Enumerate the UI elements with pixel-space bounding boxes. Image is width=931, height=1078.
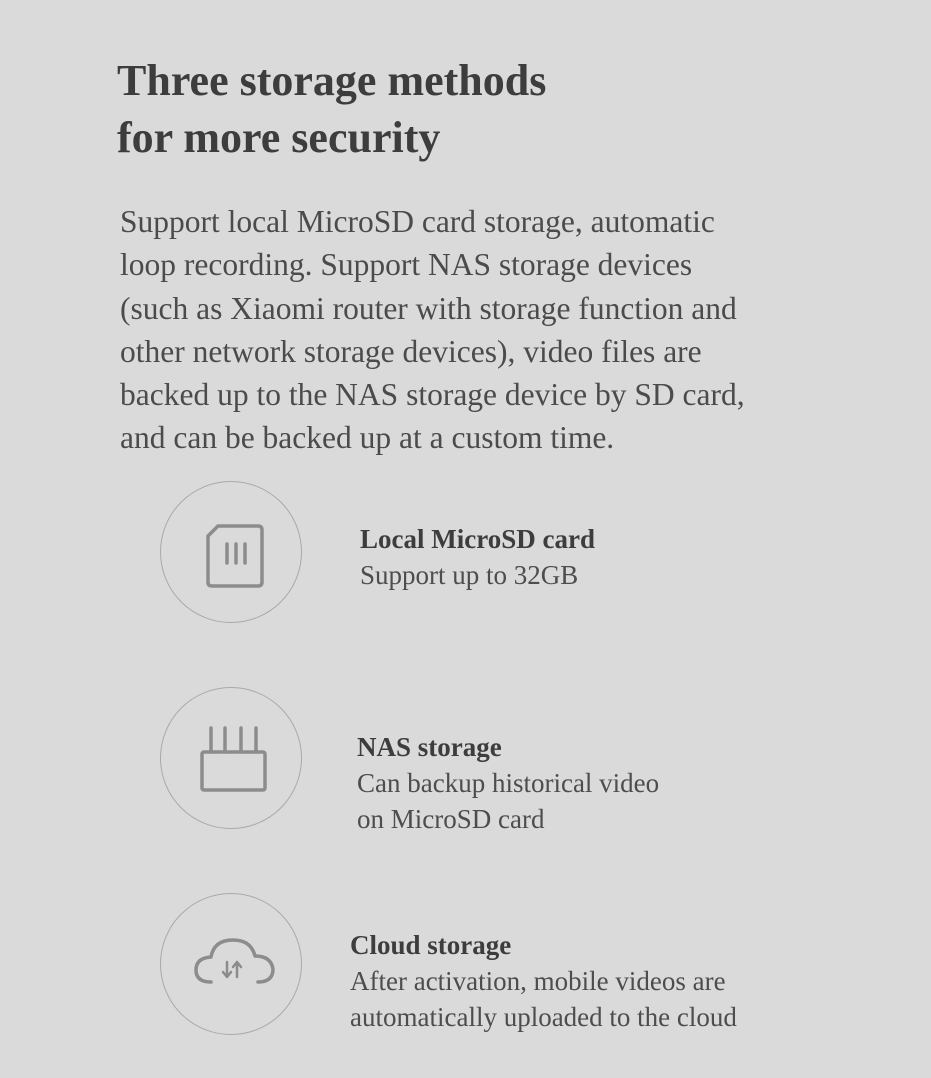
feature-description-line: After activation, mobile videos are: [350, 966, 726, 996]
description-line: (such as Xiaomi router with storage function and: [120, 290, 737, 326]
page-title: [117, 52, 817, 166]
description-line: Support local MicroSD card storage, automatic: [120, 204, 715, 239]
description-line: loop recording. Support NAS storage devices: [120, 247, 693, 283]
feature-text: [360, 521, 595, 593]
feature-name: Local MicroSD card: [360, 524, 595, 554]
title-line-1: Three storage methods: [117, 56, 547, 105]
feature-description-line: automatically uploaded to the cloud: [350, 1002, 737, 1032]
description-paragraph: [120, 200, 860, 460]
feature-name: NAS storage: [357, 732, 502, 762]
feature-text: [350, 927, 737, 1035]
feature-description-line: on MicroSD card: [357, 804, 545, 834]
feature-text: [357, 729, 659, 837]
cloud-sync-icon: [161, 894, 303, 1036]
feature-name: Cloud storage: [350, 930, 512, 960]
router-icon: [161, 688, 303, 830]
feature-description: [357, 765, 659, 837]
feature-description: [360, 557, 595, 593]
icon-circle: [160, 687, 302, 829]
sd-card-icon: [161, 482, 303, 624]
description-line: other network storage devices), video files are: [120, 333, 702, 369]
description-line: and can be backed up at a custom time.: [120, 420, 615, 456]
icon-circle: [160, 893, 302, 1035]
title-line-2: for more security: [117, 113, 441, 162]
feature-description: [350, 963, 737, 1035]
feature-description-line: Can backup historical video: [357, 768, 660, 798]
description-line: backed up to the NAS storage device by SD card,: [120, 377, 745, 413]
feature-description-line: Support up to 32GB: [360, 560, 579, 590]
icon-circle: [160, 481, 302, 623]
